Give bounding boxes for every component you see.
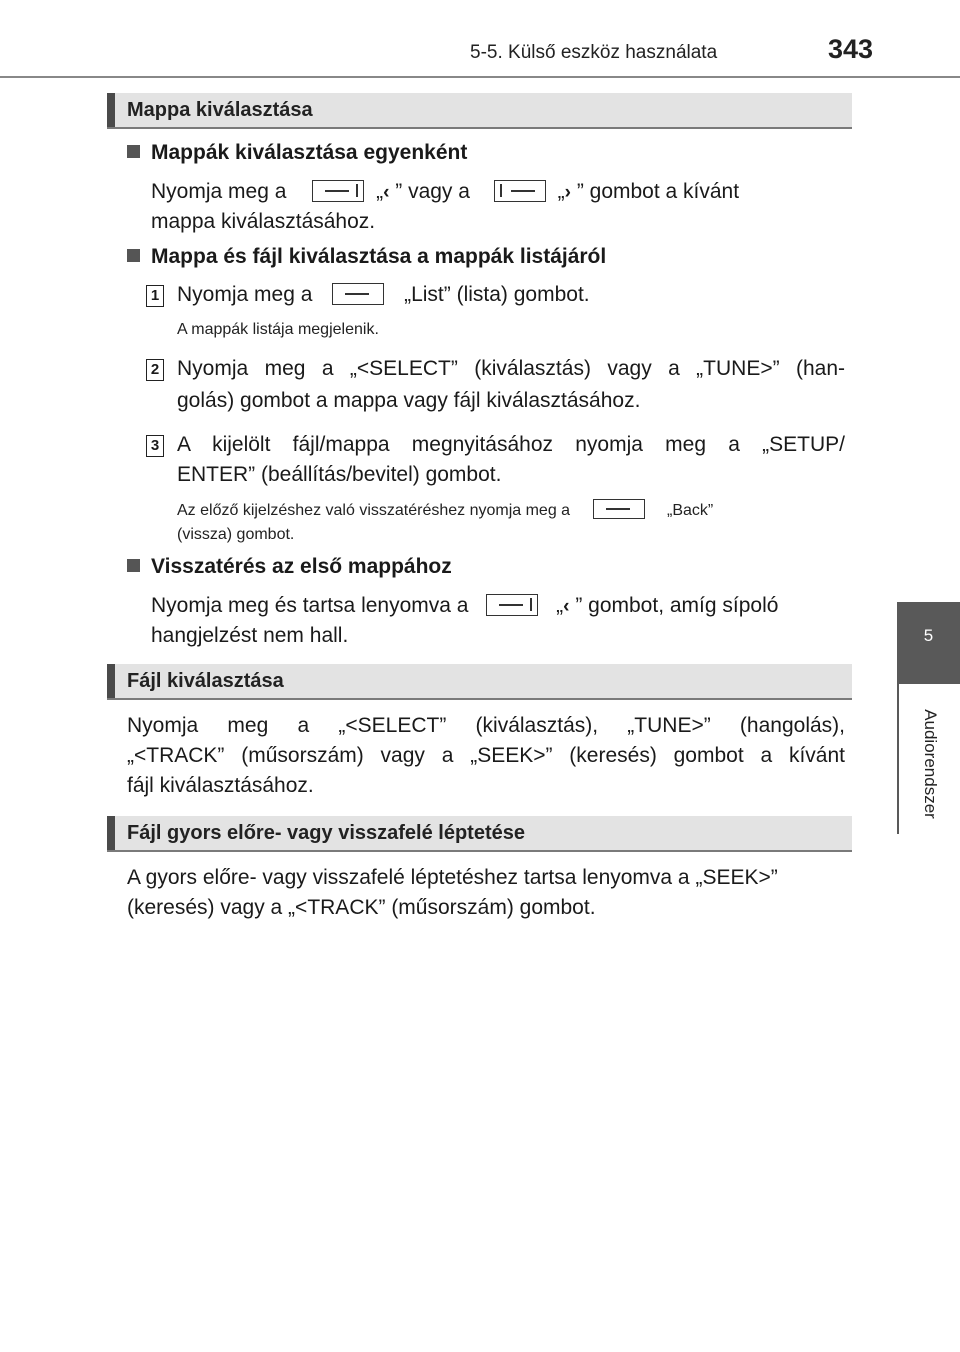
step-2-line-2: golás) gombot a mappa vagy fájl kiválasztásához.: [177, 389, 641, 412]
list-button-icon: [332, 283, 384, 305]
header-divider: [0, 76, 960, 78]
square-bullet-icon: [127, 249, 140, 262]
file-select-line-1: Nyomja meg a „<SELECT” (kiválasztás), „TUNE>” (hangolás),: [127, 714, 845, 737]
chapter-tab-rule: [897, 684, 899, 834]
fast-seek-line-1: A gyors előre- vagy visszafelé léptetéshez tartsa lenyomva a „SEEK>”: [127, 866, 778, 889]
square-bullet-icon: [127, 559, 140, 572]
section-heading-text: Fájl gyors előre- vagy visszafelé léptetése: [127, 822, 525, 844]
section-heading-text: Fájl kiválasztása: [127, 670, 284, 692]
subheading-folder-list: Mappa és fájl kiválasztása a mappák listájáról: [127, 245, 606, 269]
paragraph-folder-step: Nyomja meg a „‹ ” vagy a „› ” gombot a kívánt: [151, 180, 740, 203]
step-number-2: 2: [146, 359, 164, 381]
section-heading-fast-seek: [107, 816, 852, 852]
fast-seek-line-2: (keresés) vagy a „<TRACK” (műsorszám) gombot.: [127, 896, 596, 919]
step-2-line-1: Nyomja meg a „<SELECT” (kiválasztás) vagy a „TUNE>” (han-: [177, 357, 845, 380]
chapter-number: 5: [923, 626, 934, 645]
section-heading-bar: [107, 816, 115, 850]
subheading-return-first-folder: Visszatérés az első mappához: [127, 555, 452, 579]
section-heading-bar: [107, 664, 115, 698]
page-number: 343: [828, 34, 874, 64]
chevron-left-icon: ‹: [563, 596, 570, 617]
step-1-text: Nyomja meg a „List” (lista) gombot.: [177, 283, 590, 306]
chevron-right-icon: ›: [564, 182, 571, 203]
step-3-note-line-2: (vissza) gombot.: [177, 526, 295, 543]
subheading-folders-one-by-one: Mappák kiválasztása egyenként: [127, 141, 467, 165]
square-bullet-icon: [127, 145, 140, 158]
step-1-note: A mappák listája megjelenik.: [177, 321, 379, 338]
return-paragraph-line-2: hangjelzést nem hall.: [151, 624, 349, 647]
section-heading-bar: [107, 93, 115, 127]
paragraph-line: mappa kiválasztásához.: [151, 210, 376, 233]
file-select-line-3: fájl kiválasztásához.: [127, 774, 314, 797]
chapter-tab: [897, 602, 960, 684]
button-icon-left: [312, 180, 364, 202]
step-3-line-1: A kijelölt fájl/mappa megnyitásához nyomja meg a „SETUP/: [177, 433, 845, 456]
running-header: 5-5. Külső eszköz használata: [470, 42, 718, 63]
section-heading-text: Mappa kiválasztása: [127, 99, 313, 121]
return-paragraph-line-1: Nyomja meg és tartsa lenyomva a „‹ ” gombot, amíg sípoló: [151, 594, 779, 617]
step-number-3: 3: [146, 435, 164, 457]
button-icon-left: [486, 594, 538, 616]
button-icon-right: [494, 180, 546, 202]
section-heading-folder-select: [107, 93, 852, 129]
step-number-1: 1: [146, 285, 164, 307]
file-select-line-2: „<TRACK” (műsorszám) vagy a „SEEK>” (keresés) gombot a kívánt: [127, 744, 845, 767]
section-heading-file-select: [107, 664, 852, 700]
chapter-label: Audiorendszer: [921, 709, 940, 819]
back-button-icon: [593, 499, 645, 519]
step-3-line-2: ENTER” (beállítás/bevitel) gombot.: [177, 463, 502, 486]
step-3-note-line-1: Az előző kijelzéshez való visszatéréshez nyomja meg a „Back”: [177, 499, 845, 522]
chevron-left-icon: ‹: [383, 182, 390, 203]
